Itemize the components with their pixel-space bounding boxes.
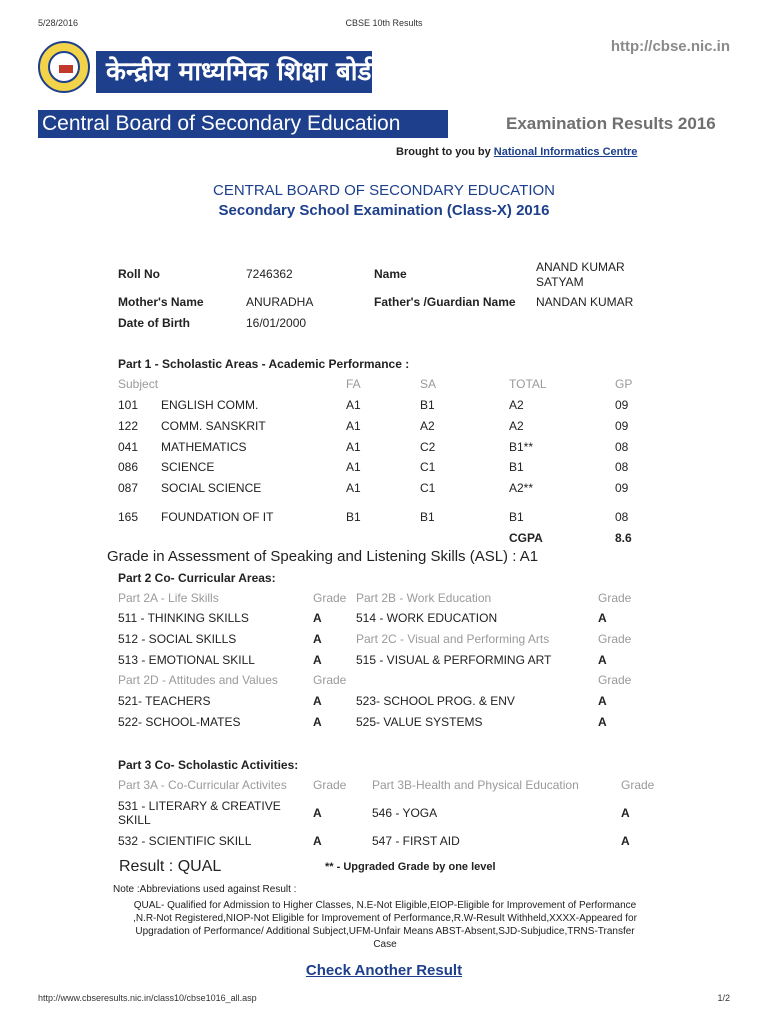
subject-sa: C1 [420,460,436,474]
activity-531-line2: SKILL [118,813,151,827]
grade-532: A [313,834,322,848]
subject-name: COMM. SANSKRIT [161,419,266,433]
subject-sa: C1 [420,481,436,495]
subject-code: 041 [118,440,139,454]
col-gp: GP [615,377,633,391]
subject-sa: A2 [420,419,435,433]
activity-546: 546 - YOGA [372,806,438,820]
part3-title: Part 3 Co- Scholastic Activities: [118,758,299,772]
result-status: Result : QUAL [119,858,222,875]
part2b-header: Part 2B - Work Education [356,591,492,605]
subject-gp: 08 [615,440,629,454]
brought-by [396,146,637,158]
skill-514: 514 - WORK EDUCATION [356,611,498,625]
grade-523: A [598,694,607,708]
subject-code: 101 [118,398,139,412]
hindi-title-banner: केन्द्रीय माध्यमिक शिक्षा बोर्ड [96,51,372,93]
cbse-url: http://cbse.nic.in [610,38,730,55]
grade-547: A [621,834,630,848]
cbse-logo [38,41,90,93]
part3a-header: Part 3A - Co-Curricular Activites [118,778,287,792]
subject-fa: A1 [346,419,361,433]
dob-label: Date of Birth [118,316,190,330]
skill-511: 511 - THINKING SKILLS [118,611,249,625]
father-value: NANDAN KUMAR [536,295,634,309]
english-title-banner: Central Board of Secondary Education [38,110,448,138]
check-another [0,962,768,979]
grade-522: A [313,715,322,729]
subject-code: 165 [118,510,139,524]
col-subject: Subject [118,377,159,391]
subject-code: 087 [118,481,139,495]
subject-sa: B1 [420,510,435,524]
father-label: Father's /Guardian Name [374,295,516,309]
roll-label: Roll No [118,267,160,281]
part2d-grade-header: Grade [313,673,347,687]
part2a-grade-header: Grade [313,591,347,605]
print-date: 5/28/2016 [38,18,79,28]
subject-total: A2 [509,398,524,412]
subject-total: B1** [509,440,534,454]
subject-gp: 08 [615,510,629,524]
part3b-header: Part 3B-Health and Physical Education [372,778,579,792]
grade-525: A [598,715,607,729]
grade-511: A [313,611,322,625]
name-label: Name [374,267,407,281]
subject-gp: 08 [615,460,629,474]
board-title: CENTRAL BOARD OF SECONDARY EDUCATION [213,182,555,199]
asl-grade: Grade in Assessment of Speaking and Listening Skills (ASL) : A1 [107,548,539,565]
subject-total: B1 [509,460,524,474]
grade-512: A [313,632,322,646]
grade-514: A [598,611,607,625]
footer-page: 1/2 [717,993,730,1003]
exam-title: Secondary School Examination (Class-X) 2016 [218,202,550,219]
grade-531: A [313,806,322,820]
subject-name: ENGLISH COMM. [161,398,259,412]
part2b-grade-header: Grade [598,591,632,605]
subject-fa: A1 [346,481,361,495]
name-line1: ANAND KUMAR [536,260,625,274]
subject-fa: B1 [346,510,361,524]
subject-fa: A1 [346,460,361,474]
subject-code: 122 [118,419,139,433]
mother-value: ANURADHA [246,295,314,309]
grade-513: A [313,653,322,667]
subject-sa: B1 [420,398,435,412]
value-522: 522- SCHOOL-MATES [118,715,241,729]
part2d-grade-header-right: Grade [598,673,632,687]
grade-546: A [621,806,630,820]
brought-by-text: Brought to you by [396,146,491,158]
col-fa: FA [346,377,361,391]
upgraded-note: ** - Upgraded Grade by one level [325,861,496,873]
nic-link[interactable]: National Informatics Centre [493,146,638,158]
activity-531-line1: 531 - LITERARY & CREATIVE [118,799,281,813]
roll-value: 7246362 [246,267,293,281]
value-523: 523- SCHOOL PROG. & ENV [356,694,515,708]
col-total: TOTAL [509,377,547,391]
cgpa-value: 8.6 [615,531,632,545]
skill-515: 515 - VISUAL & PERFORMING ART [356,653,552,667]
abbrev-explanation: QUAL- Qualified for Admission to Higher Classes, N.E-Not Eligible,EIOP-Eligible for Improvement of Performance ,N.R-Not Registered,NIOP-Not Eligible for Improvement of Performance,R.W-Result Withheld,XXXX-Appeared for Upgradation of Performance/ Additional Subject,UFM-Unfair Means ABST-Absent,SJD-Subjudice,TRNS-Transfer Case [133,900,637,950]
name-line2: SATYAM [536,275,584,289]
mother-label: Mother's Name [118,295,204,309]
cgpa-label: CGPA [509,531,543,545]
col-sa: SA [420,377,437,391]
part3a-grade-header: Grade [313,778,347,792]
subject-name: SCIENCE [161,460,215,474]
part3b-grade-header: Grade [621,778,655,792]
subject-sa: C2 [420,440,436,454]
skill-512: 512 - SOCIAL SKILLS [118,632,237,646]
exam-results-heading: Examination Results 2016 [506,114,716,133]
part2-title: Part 2 Co- Curricular Areas: [118,571,276,585]
subject-gp: 09 [615,398,629,412]
subject-name: SOCIAL SCIENCE [161,481,262,495]
part1-title: Part 1 - Scholastic Areas - Academic Performance : [118,357,410,371]
subject-name: MATHEMATICS [161,440,247,454]
subject-fa: A1 [346,398,361,412]
subject-gp: 09 [615,481,629,495]
dob-value: 16/01/2000 [246,316,307,330]
part2c-grade-header: Grade [598,632,632,646]
part2a-header: Part 2A - Life Skills [118,591,219,605]
subject-gp: 09 [615,419,629,433]
grade-515: A [598,653,607,667]
grade-521: A [313,694,322,708]
value-521: 521- TEACHERS [118,694,211,708]
subject-code: 086 [118,460,139,474]
print-title: CBSE 10th Results [345,18,423,28]
subject-total: A2 [509,419,524,433]
part2c-header: Part 2C - Visual and Performing Arts [356,632,550,646]
book-icon [59,65,73,73]
subject-fa: A1 [346,440,361,454]
activity-532: 532 - SCIENTIFIC SKILL [118,834,252,848]
subject-total: A2** [509,481,534,495]
footer-url: http://www.cbseresults.nic.in/class10/cbse1016_all.asp [38,993,257,1003]
subject-name: FOUNDATION OF IT [161,510,274,524]
activity-547: 547 - FIRST AID [372,834,460,848]
check-another-link[interactable]: Check Another Result [305,962,463,979]
abbrev-note: Note :Abbreviations used against Result : [113,884,297,895]
part2d-header: Part 2D - Attitudes and Values [118,673,278,687]
value-525: 525- VALUE SYSTEMS [356,715,483,729]
skill-513: 513 - EMOTIONAL SKILL [118,653,255,667]
subject-total: B1 [509,510,524,524]
